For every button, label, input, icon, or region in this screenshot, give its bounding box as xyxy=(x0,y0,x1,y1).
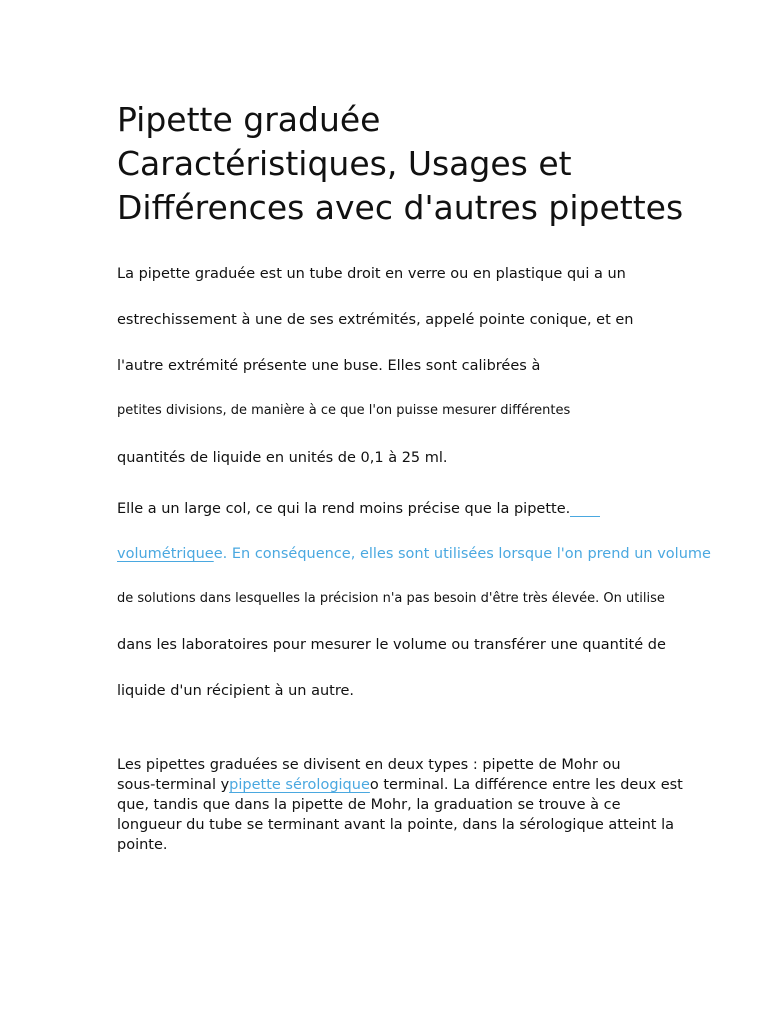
intro-line-2: estrechissement à une de ses extrémités, appelé pointe conique, et en xyxy=(117,312,634,328)
second-line-5: liquide d'un récipient à un autre. xyxy=(117,683,355,699)
title-line-2: Caractéristiques, Usages et xyxy=(117,144,572,183)
second-line-4: dans les laboratoires pour mesurer le volume ou transférer une quantité de xyxy=(117,637,666,653)
types-line-2-pre: sous-terminal y xyxy=(117,777,230,793)
volumetrique-link[interactable]: volumétrique xyxy=(117,546,214,562)
title-line-3: Différences avec d'autres pipettes xyxy=(117,188,684,227)
link-underline xyxy=(570,515,600,517)
types-line-4: longueur du tube se terminant avant la pointe, dans la sérologique atteint la xyxy=(117,817,674,833)
intro-line-1: La pipette graduée est un tube droit en verre ou en plastique qui a un xyxy=(117,266,626,282)
second-line-3: de solutions dans lesquelles la précision n'a pas besoin d'être très élevée. On utilise xyxy=(117,591,665,606)
title-line-1: Pipette graduée xyxy=(117,100,381,139)
second-line-2-rest: e. En conséquence, elles sont utilisées lorsque l'on prend un volume xyxy=(213,546,711,562)
types-line-1: Les pipettes graduées se divisent en deux types : pipette de Mohr ou xyxy=(117,757,621,773)
types-paragraph xyxy=(117,755,683,855)
page-title xyxy=(117,98,737,230)
types-line-2-post: o terminal. La différence entre les deux est xyxy=(369,777,683,793)
pipette-serologique-link[interactable]: pipette sérologique xyxy=(229,777,370,793)
intro-line-4: petites divisions, de manière à ce que l'on puisse mesurer différentes xyxy=(117,403,571,418)
second-line-1-text: Elle a un large col, ce qui la rend moins précise que la pipette. xyxy=(117,501,571,517)
second-line-1 xyxy=(117,500,600,518)
types-line-5: pointe. xyxy=(117,837,168,853)
intro-line-5: quantités de liquide en unités de 0,1 à 25 ml. xyxy=(117,450,448,466)
second-line-2 xyxy=(117,545,711,563)
types-line-3: que, tandis que dans la pipette de Mohr, la graduation se trouve à ce xyxy=(117,797,621,813)
types-line-2 xyxy=(117,775,683,795)
intro-line-3: l'autre extrémité présente une buse. Elles sont calibrées à xyxy=(117,358,541,374)
